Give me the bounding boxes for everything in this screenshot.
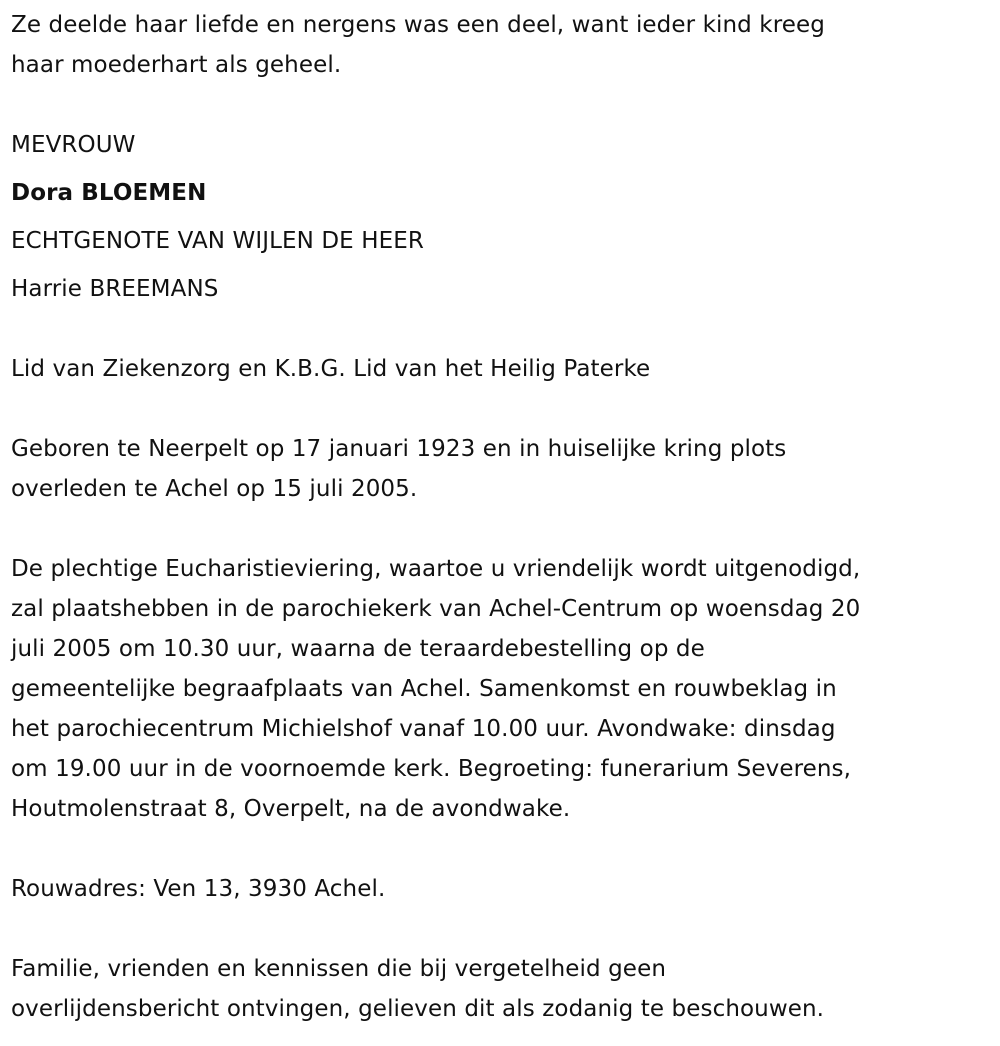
ceremony-line-1: De plechtige Eucharistieviering, waartoe u vriendelijk wordt uitgenodigd, bbox=[11, 556, 861, 582]
ceremony-line-6: om 19.00 uur in de voornoemde kerk. Begroeting: funerarium Severens, bbox=[11, 756, 852, 782]
relation: ECHTGENOTE VAN WIJLEN DE HEER bbox=[11, 228, 424, 254]
spouse-name: Harrie BREEMANS bbox=[11, 276, 219, 302]
ceremony-line-5: het parochiecentrum Michielshof vanaf 10.00 uur. Avondwake: dinsdag bbox=[11, 716, 836, 742]
honorific: MEVROUW bbox=[11, 132, 136, 158]
mourning-address: Rouwadres: Ven 13, 3930 Achel. bbox=[11, 876, 386, 902]
ceremony-line-4: gemeentelijke begraafplaats van Achel. Samenkomst en rouwbeklag in bbox=[11, 676, 837, 702]
intro-line-1: Ze deelde haar liefde en nergens was een deel, want ieder kind kreeg bbox=[11, 12, 825, 38]
closing-line-1: Familie, vrienden en kennissen die bij vergetelheid geen bbox=[11, 956, 666, 982]
ceremony-line-2: zal plaatshebben in de parochiekerk van Achel-Centrum op woensdag 20 bbox=[11, 596, 861, 622]
life-line-2: overleden te Achel op 15 juli 2005. bbox=[11, 476, 418, 502]
ceremony-line-7: Houtmolenstraat 8, Overpelt, na de avondwake. bbox=[11, 796, 571, 822]
life-line-1: Geboren te Neerpelt op 17 januari 1923 en in huiselijke kring plots bbox=[11, 436, 787, 462]
memberships: Lid van Ziekenzorg en K.B.G. Lid van het Heilig Paterke bbox=[11, 356, 651, 382]
closing-line-2: overlijdensbericht ontvingen, gelieven dit als zodanig te beschouwen. bbox=[11, 996, 825, 1022]
ceremony-line-3: juli 2005 om 10.30 uur, waarna de teraardebestelling op de bbox=[11, 636, 705, 662]
deceased-name: Dora BLOEMEN bbox=[11, 180, 207, 206]
intro-line-2: haar moederhart als geheel. bbox=[11, 52, 342, 78]
